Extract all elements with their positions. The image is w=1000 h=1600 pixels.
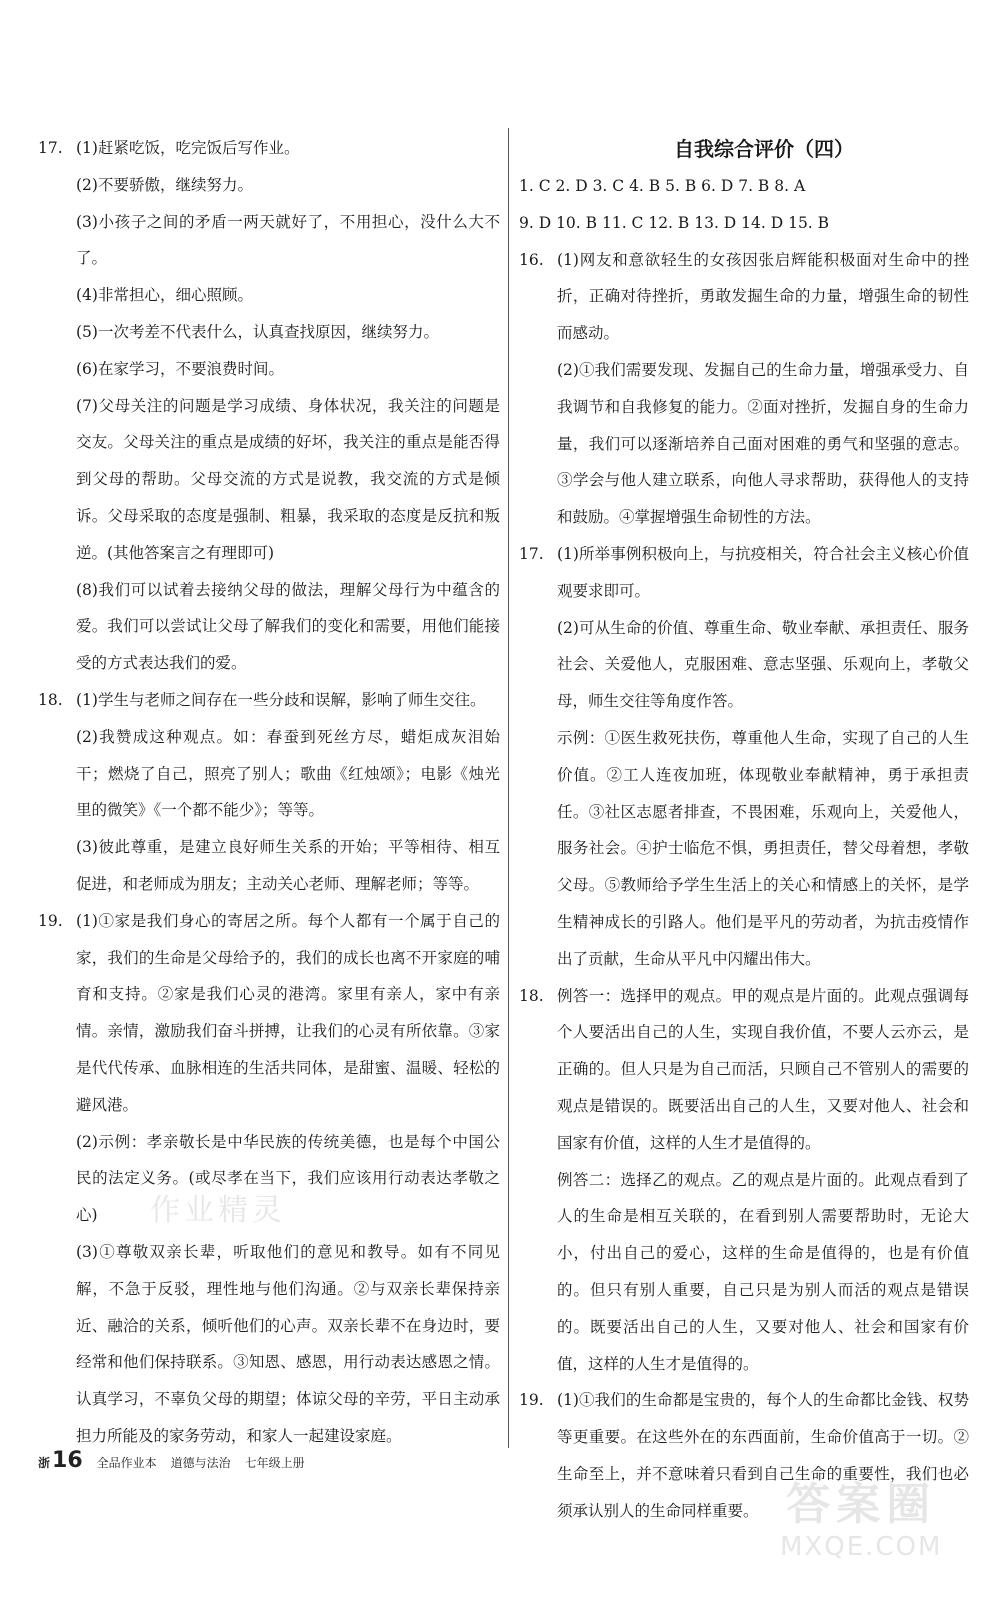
answer-line: (8)我们可以试着去接纳父母的做法，理解父母行为中蕴含的爱。我们可以尝试让父母了解我们的变化和需要，用他们能接受的方式表达我们的爱。 xyxy=(76,580,500,673)
answers-row: 9. D 10. B 11. C 12. B 13. D 14. D 15. B xyxy=(519,213,830,232)
answer-line: 例答一：选择甲的观点。甲的观点是片面的。此观点强调每个人要活出自己的人生，实现自我价值，不要人云亦云，是正确的。但人只是为自己而活，只顾自己不管别人的需要的观点是错误的。既要活出自己的人生，又要对他人、社会和国家有价值，这样的人生才是值得的。 xyxy=(557,986,969,1152)
answer-line: (2)我赞成这种观点。如：春蚕到死丝方尽，蜡炬成灰泪始干；燃烧了自己，照亮了别人；歌曲《红烛颂》；电影《烛光里的微笑》《一个都不能少》；等等。 xyxy=(76,727,500,820)
answer-line: (7)父母关注的问题是学习成绩、身体状况，我关注的问题是交友。父母关注的重点是成绩的好坏，我关注的重点是能否得到父母的帮助。父母交流的方式是说教，我交流的方式是倾诉。父母采取的态度是强制、粗暴，我采取的态度是反抗和叛逆。(其他答案言之有理即可) xyxy=(76,396,500,562)
answer-line: (1)①我们的生命都是宝贵的，每个人的生命都比金钱、权势等更重要。在这些外在的东西面前，生命价值高于一切。②生命至上，并不意味着只看到自己生命的重要性，我们也必须承认别人的生命同样重要。 xyxy=(557,1391,969,1520)
question-number: 18. xyxy=(38,690,63,709)
question-number: 19. xyxy=(38,911,63,930)
grade-name: 七年级上册 xyxy=(244,1456,305,1470)
column-divider xyxy=(508,128,509,1448)
question-18-left xyxy=(38,682,500,903)
page-number-value: 16 xyxy=(52,1448,83,1473)
question-number: 19. xyxy=(519,1391,544,1410)
page-number xyxy=(38,1448,83,1473)
watermark-corner-logo: 答案圈 xyxy=(786,1479,937,1530)
answer-line: 例答二：选择乙的观点。乙的观点是片面的。此观点看到了人的生命是相互关联的，在看到别人需要帮助时，无论大小，付出自己的爱心，这样的生命是值得的，也是有价值的。但只有别人重要，自己只是为别人而活的观点是错误的。既要活出自己的人生，又要对他人、社会和国家有价值，这样的人生才是值得的。 xyxy=(557,1170,969,1373)
answer-line: (5)一次考差不代表什么，认真查找原因，继续努力。 xyxy=(76,322,439,341)
question-16-right xyxy=(519,242,969,536)
section-title: 自我综合评价（四） xyxy=(674,137,854,161)
answer-line: (4)非常担心，细心照顾。 xyxy=(76,286,253,305)
watermark-site: MXQE.COM xyxy=(780,1532,943,1562)
answer-line: (6)在家学习，不要浪费时间。 xyxy=(76,359,284,378)
answer-line: (2)不要骄傲，继续努力。 xyxy=(76,175,253,194)
question-18-right xyxy=(519,978,969,1383)
answer-line: 示例：①医生救死扶伤，尊重他人生命，实现了自己的人生价值。②工人连夜加班，体现敬业奉献精神，勇于承担责任。③社区志愿者排查，不畏困难，乐观向上，关爱他人，服务社会。④护士临危不惧，勇担责任，替父母着想，孝敬父母。⑤教师给予学生生活上的关心和情感上的关怀，是学生精神成长的引路人。他们是平凡的劳动者，为抗击疫情作出了贡献，生命从平凡中闪耀出伟大。 xyxy=(557,728,969,968)
question-19-right xyxy=(519,1382,969,1529)
watermark-center: 作业精灵 xyxy=(150,1193,286,1228)
answer-line: (1)赶紧吃饭，吃完饭后写作业。 xyxy=(76,139,300,157)
answers-row: 1. C 2. D 3. C 4. B 5. B 6. D 7. B 8. A xyxy=(519,177,806,195)
answer-line: (3)彼此尊重，是建立良好师生关系的开始；平等相待、相互促进，和老师成为朋友；主动关心老师、理解老师；等等。 xyxy=(76,838,500,893)
question-number: 16. xyxy=(519,250,544,269)
answer-line: (1)所举事例积极向上，与抗疫相关，符合社会主义核心价值观要求即可。 xyxy=(557,544,969,600)
answer-line: (1)①家是我们身心的寄居之所。每个人都有一个属于自己的家，我们的生命是父母给予的，我们的成长也离不开家庭的哺育和支持。②家是我们心灵的港湾。家里有亲人，家中有亲情。亲情，激励我们奋斗拼搏，让我们的心灵有所依靠。③家是代代传承、血脉相连的生活共同体，是甜蜜、温暖、轻松的避风港。 xyxy=(76,911,500,1114)
answer-line: (2)示例：孝亲敬长是中华民族的传统美德，也是每个中国公民的法定义务。(或尽孝在当下，我们应该用行动表达孝敬之心) xyxy=(76,1132,500,1225)
multiple-choice-answers xyxy=(519,168,969,242)
answer-line: (3)①尊敬双亲长辈，听取他们的意见和教导。如有不同见解，不急于反驳，理性地与他们沟通。②与双亲长辈保持亲近、融洽的关系，倾听他们的心声。双亲长辈不在身边时，要经常和他们保持联系。③知恩、感恩，用行动表达感恩之情。认真学习，不辜负父母的期望；体谅父母的辛劳，平日主动承担力所能及的家务劳动，和家人一起建设家庭。 xyxy=(76,1242,500,1445)
answer-line: (1)学生与老师之间存在一些分歧和误解，影响了师生交往。 xyxy=(76,690,486,709)
page-footer xyxy=(38,1448,305,1473)
region-prefix: 浙 xyxy=(38,1456,51,1470)
answer-line: (1)网友和意欲轻生的女孩因张启辉能积极面对生命中的挫折，正确对待挫折，勇敢发掘生命的力量，增强生命的韧性而感动。 xyxy=(557,250,969,343)
right-column xyxy=(519,130,969,1529)
question-number: 18. xyxy=(519,986,544,1005)
book-name: 全品作业本 xyxy=(96,1456,157,1470)
question-17-right xyxy=(519,536,969,978)
question-17-left xyxy=(38,130,500,682)
left-column xyxy=(38,130,500,1455)
question-19-left xyxy=(38,903,500,1455)
answer-line: (2)可从生命的价值、尊重生命、敬业奉献、承担责任、服务社会、关爱他人，克服困难、意志坚强、乐观向上，孝敬父母，师生交往等角度作答。 xyxy=(557,618,969,711)
subject-name: 道德与法治 xyxy=(170,1456,231,1470)
question-number: 17. xyxy=(519,544,544,563)
answer-line: (3)小孩子之间的矛盾一两天就好了，不用担心，没什么大不了。 xyxy=(76,212,500,268)
question-number: 17. xyxy=(38,139,63,157)
answer-line: (2)①我们需要发现、发掘自己的生命力量，增强承受力、自我调节和自我修复的能力。②面对挫折，发掘自身的生命力量，我们可以逐渐培养自己面对困难的勇气和坚强的意志。③学会与他人建立联系，向他人寻求帮助，获得他人的支持和鼓励。④掌握增强生命韧性的方法。 xyxy=(557,360,969,527)
